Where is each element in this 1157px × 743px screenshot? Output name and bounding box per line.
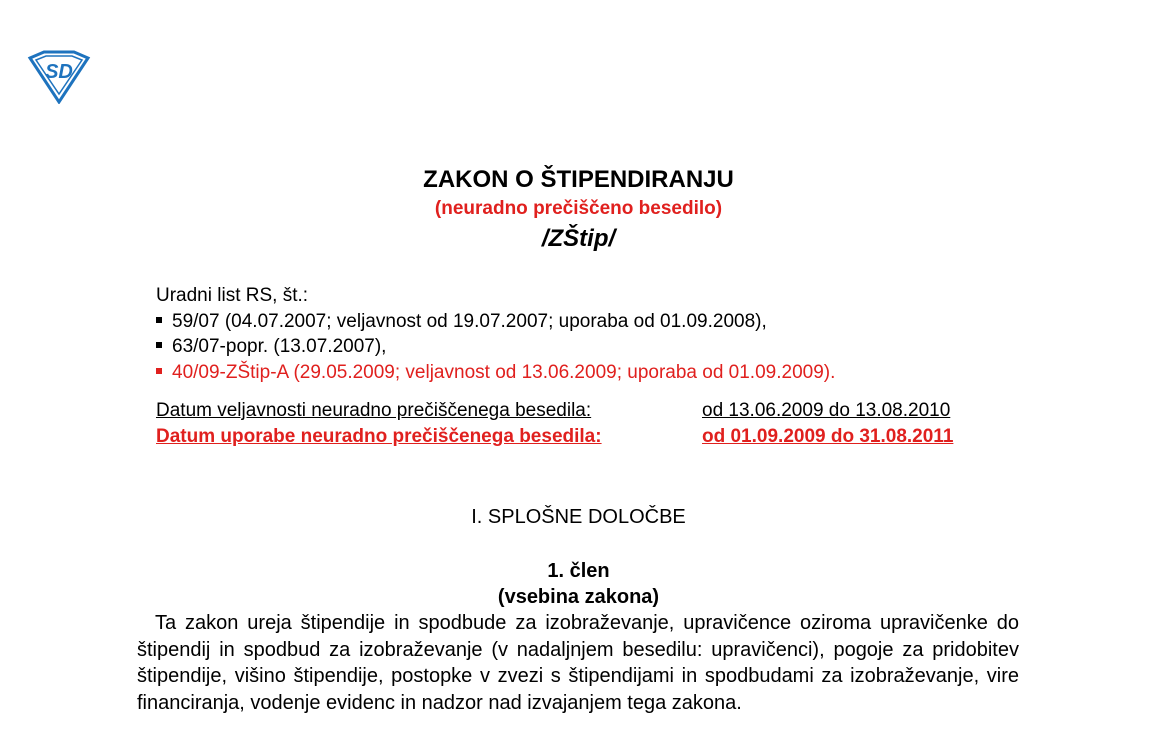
gazette-references: [156, 283, 835, 385]
gazette-item: [156, 309, 835, 335]
sd-shield-logo-icon: [22, 50, 96, 104]
application-value: od 01.09.2009 do 31.08.2011: [702, 426, 954, 447]
law-title: ZAKON O ŠTIPENDIRANJU: [423, 166, 734, 193]
gazette-item-text: 40/09-ZŠtip-A (29.05.2009; veljavnost od 13.06.2009; uporaba od 01.09.2009).: [172, 361, 836, 383]
application-label: Datum uporabe neuradno prečiščenega besedila:: [156, 426, 602, 447]
section-heading: I. SPLOŠNE DOLOČBE: [471, 506, 686, 528]
validity-label: Datum veljavnosti neuradno prečiščenega besedila:: [156, 400, 592, 421]
law-subtitle: (neuradno prečiščeno besedilo): [434, 198, 723, 219]
logo-lettering: SD: [45, 61, 73, 83]
article-number: 1. člen: [547, 560, 610, 582]
bullet-icon: [156, 342, 162, 348]
gazette-item-text: 63/07-popr. (13.07.2007),: [172, 336, 387, 357]
law-abbreviation: /ZŠtip/: [541, 225, 616, 252]
bullet-icon: [156, 368, 162, 374]
bullet-icon: [156, 317, 162, 323]
article-title: (vsebina zakona): [497, 586, 660, 608]
validity-value: od 13.06.2009 do 13.08.2010: [702, 400, 951, 421]
article-paragraph: Ta zakon ureja štipendije in spodbude za izobraževanje, upravičence oziroma upravičenke do štipendij in spodbud za izobraževanje (v nadaljnjem besedilu: upravičenci), pogoje za pridobitev štipendije, višino štipendije, postopke v zvezi s štipendijami in spodbudami za izobraževanje, vire financiranja, vodenje evidenc in nadzor nad izvajanjem tega zakona.: [137, 612, 1019, 714]
gazette-heading: Uradni list RS, št.:: [156, 285, 309, 306]
gazette-item-text: 59/07 (04.07.2007; veljavnost od 19.07.2007; uporaba od 01.09.2008),: [172, 310, 767, 332]
gazette-item: [156, 334, 835, 360]
gazette-item-highlighted: [156, 360, 835, 386]
